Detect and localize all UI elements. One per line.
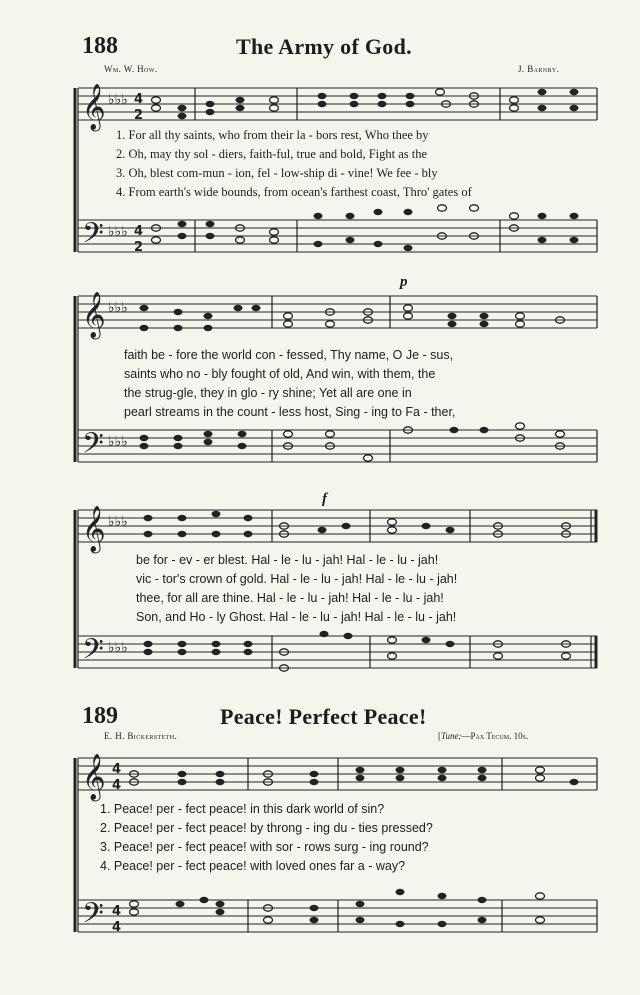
- lyrics-system-3: [136, 551, 457, 627]
- bass-clef-icon: 𝄢: [82, 427, 104, 467]
- hymn-composer: J. Barnby.: [518, 64, 560, 74]
- lyric-line: Son, and Ho - ly Ghost. Hal - le - lu - jah! Hal - le - lu - jah!: [136, 610, 457, 624]
- lyric-line: 2. Oh, may thy sol - diers, faith-ful, true and bold, Fight as the: [116, 147, 428, 161]
- treble-clef-icon: 𝄞: [82, 84, 106, 130]
- lyrics-system-4: [100, 800, 433, 876]
- lyric-line: 1. For all thy saints, who from their la - bors rest, Who thee by: [116, 128, 429, 142]
- bass-clef-icon: 𝄢: [82, 633, 104, 673]
- lyrics-system-1: [116, 126, 472, 202]
- lyric-line: vic - tor's crown of gold. Hal - le - lu - jah! Hal - le - lu - jah!: [136, 572, 458, 586]
- svg-text:4: 4: [112, 762, 122, 777]
- lyric-line: the strug-gle, they in glo - ry shine; Yet all are one in: [124, 386, 412, 400]
- hymn-number: 189: [82, 703, 118, 729]
- treble-clef-icon: 𝄞: [82, 506, 106, 552]
- tune-name: —Pax Tecum. 10s.: [461, 731, 529, 741]
- lyric-line: thee, for all are thine. Hal - le - lu - jah! Hal - le - lu - jah!: [136, 591, 444, 605]
- lyric-line: 3. Oh, blest com-mun - ion, fel - low-ship di - vine! We fee - bly: [116, 166, 438, 180]
- svg-text:4: 4: [112, 778, 122, 793]
- key-flats-icon: ♭♭♭: [108, 92, 128, 108]
- lyric-line: faith be - fore the world con - fessed, Thy name, O Je - sus,: [124, 348, 454, 362]
- tune-label: Tune:: [441, 731, 462, 741]
- lyric-line: saints who no - bly fought of old, And win, with them, the: [124, 367, 436, 381]
- lyric-line: 4. From earth's wide bounds, from ocean's farthest coast, Thro' gates of: [116, 185, 472, 199]
- lyric-line: pearl streams in the count - less host, Sing - ing to Fa - ther,: [124, 405, 456, 419]
- svg-text:2: 2: [134, 108, 144, 123]
- svg-text:2: 2: [134, 240, 144, 255]
- treble-clef-icon: 𝄞: [82, 292, 106, 338]
- svg-text:4: 4: [134, 224, 144, 239]
- svg-text:♭♭♭: ♭♭♭: [108, 514, 128, 530]
- hymn-title: Peace! Perfect Peace!: [220, 704, 427, 729]
- bass-clef-icon: 𝄢: [82, 897, 104, 937]
- svg-text:♭♭♭: ♭♭♭: [108, 434, 128, 450]
- hymn-tune: [Tune:—Pax Tecum. 10s.: [438, 731, 529, 741]
- dynamic-forte: f: [322, 491, 327, 507]
- hymn-author: E. H. Bickersteth.: [104, 731, 178, 741]
- svg-text:♭♭♭: ♭♭♭: [108, 300, 128, 316]
- lyric-line: 2. Peace! per - fect peace! by throng - ing du - ties pressed?: [100, 821, 433, 835]
- treble-staff: [78, 88, 597, 120]
- key-flats-bass-icon: ♭♭♭: [108, 224, 128, 240]
- hymn-number: 188: [82, 33, 118, 59]
- lyric-line: 4. Peace! per - fect peace! with loved ones far a - way?: [100, 859, 406, 873]
- time-signature-icon: 4: [134, 92, 144, 107]
- dynamic-piano: p: [400, 274, 408, 290]
- svg-text:♭♭♭: ♭♭♭: [108, 640, 128, 656]
- bass-clef-icon: 𝄢: [82, 217, 104, 257]
- hymn-title: The Army of God.: [236, 34, 412, 59]
- svg-text:4: 4: [112, 904, 122, 919]
- svg-text:4: 4: [112, 920, 122, 935]
- lyric-line: 1. Peace! per - fect peace! in this dark world of sin?: [100, 802, 385, 816]
- treble-clef-icon: 𝄞: [82, 754, 106, 800]
- lyric-line: be for - ev - er blest. Hal - le - lu - jah! Hal - le - lu - jah!: [136, 553, 439, 567]
- lyrics-system-2: [124, 346, 455, 422]
- hymn-author: Wm. W. How.: [104, 64, 158, 74]
- lyric-line: 3. Peace! per - fect peace! with sor - rows surg - ing round?: [100, 840, 429, 854]
